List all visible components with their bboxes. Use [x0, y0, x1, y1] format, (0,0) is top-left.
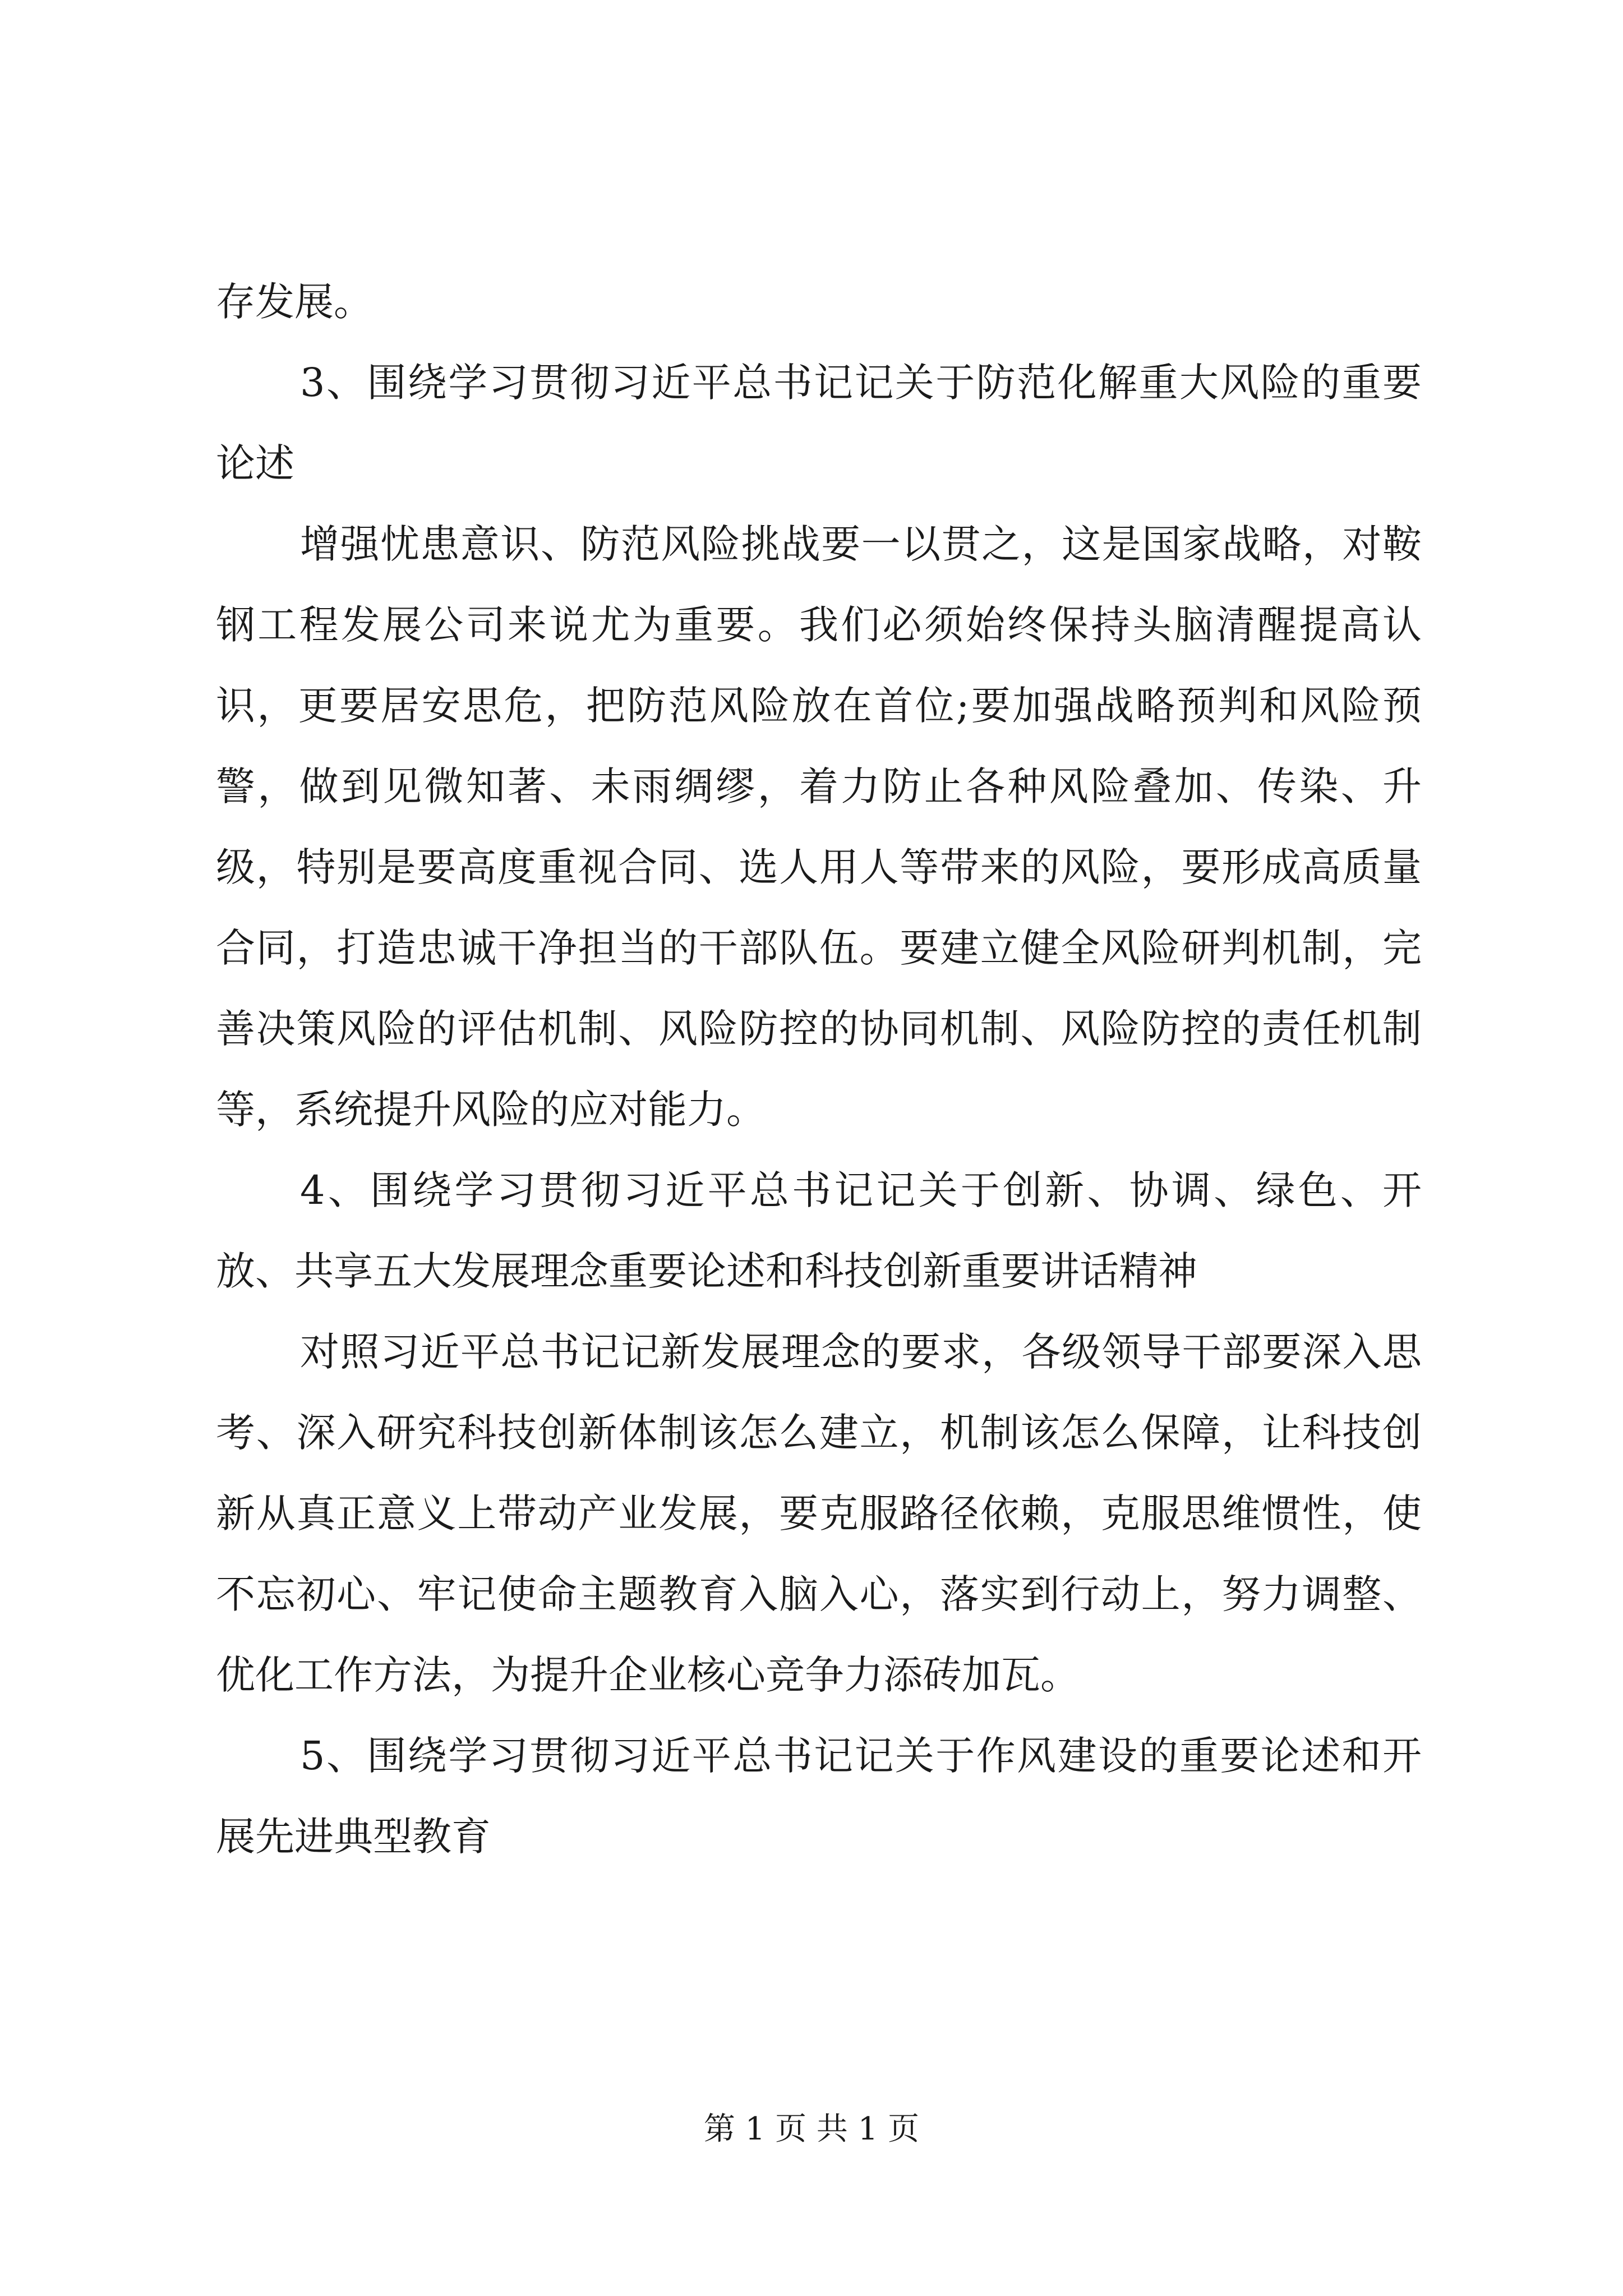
section-heading-3: 3、围绕学习贯彻习近平总书记记关于防范化解重大风险的重要论述: [216, 360, 1422, 486]
document-body: [216, 261, 1422, 1877]
paragraph-risk-prevention: 增强忧患意识、防范风险挑战要一以贯之，这是国家战略，对鞍钢工程发展公司来说尤为重要。我们必须始终保持头脑清醒提高认识，更要居安思危，把防范风险放在首位;要加强战略预判和风险预警，做到见微知著、未雨绸缪，着力防止各种风险叠加、传染、升级，特别是要高度重视合同、选人用人等带来的风险，要形成高质量合同，打造忠诚干净担当的干部队伍。要建立健全风险研判机制，完善决策风险的评估机制、风险防控的协同机制、风险防控的责任机制等，系统提升风险的应对能力。: [216, 521, 1422, 1133]
section-heading-5: 5、围绕学习贯彻习近平总书记记关于作风建设的重要论述和开展先进典型教育: [216, 1733, 1422, 1860]
section-heading-4: 4、围绕学习贯彻习近平总书记记关于创新、协调、绿色、开放、共享五大发展理念重要论述和科技创新重要讲话精神: [216, 1167, 1422, 1294]
page-footer: 第 1 页 共 1 页: [703, 2111, 920, 2147]
paragraph-continuation: 存发展。: [216, 279, 373, 325]
paragraph-innovation: 对照习近平总书记记新发展理念的要求，各级领导干部要深入思考、深入研究科技创新体制该怎么建立，机制该怎么保障，让科技创新从真正意义上带动产业发展，要克服路径依赖，克服思维惯性，使不忘初心、牢记使命主题教育入脑入心，落实到行动上，努力调整、优化工作方法，为提升企业核心竞争力添砖加瓦。: [216, 1329, 1422, 1698]
